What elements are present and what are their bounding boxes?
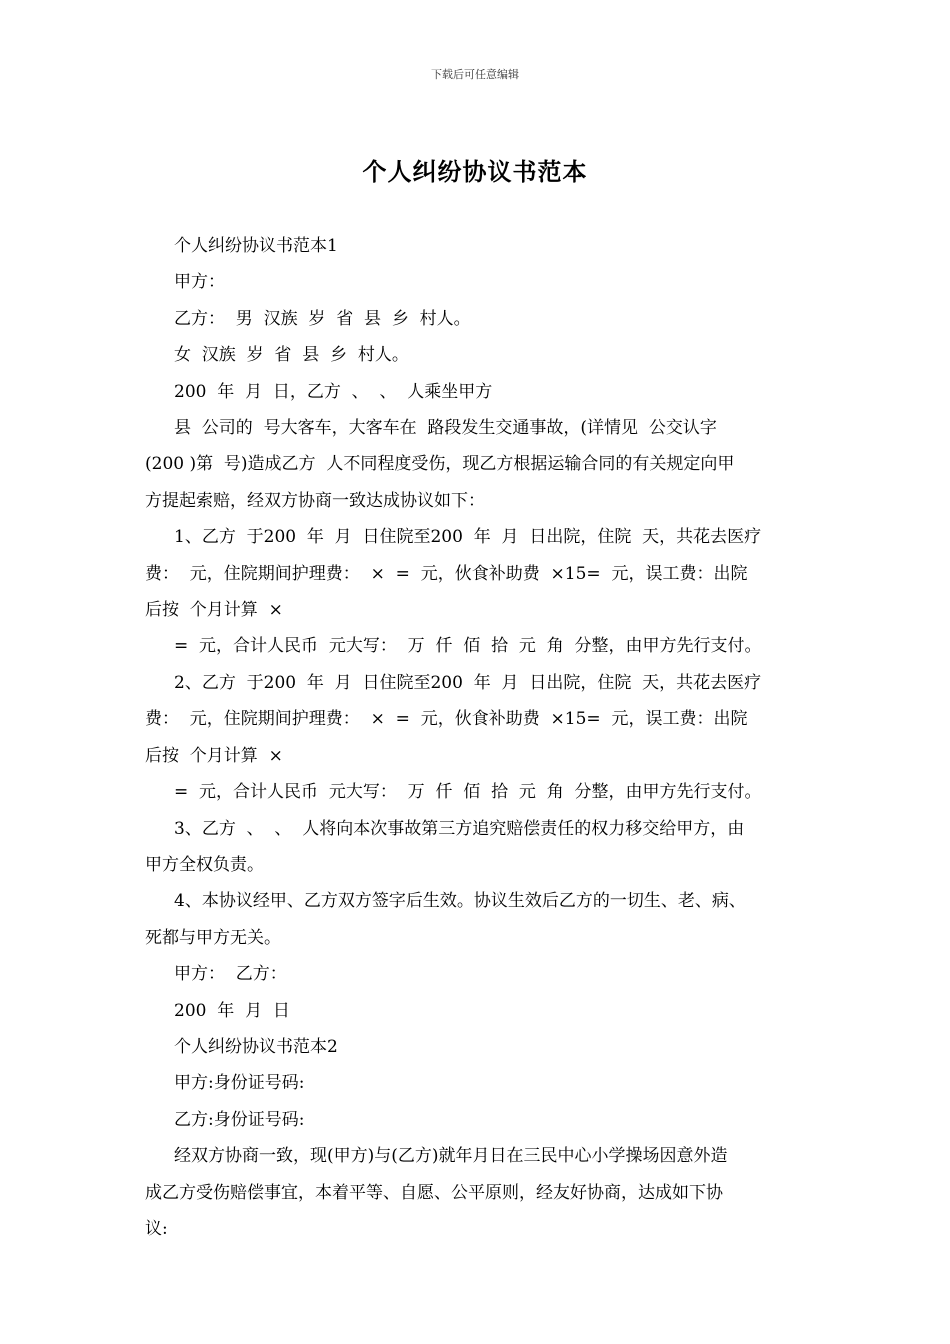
body-line: 死都与甲方无关。 [145, 927, 281, 948]
body-line: 4、本协议经甲、乙方双方签字后生效。协议生效后乙方的一切生、老、病、 [174, 891, 746, 912]
body-line: 议: [145, 1218, 168, 1239]
document-body [145, 228, 817, 1247]
body-line: 经双方协商一致，现(甲方)与(乙方)就年月日在三民中心小学操场因意外造 [174, 1146, 728, 1167]
body-line: 甲方全权负责。 [145, 854, 264, 875]
body-line: 个人纠纷协议书范本2 [174, 1036, 338, 1057]
body-line: 200 年 月 日 [174, 1000, 290, 1021]
body-line: 后按 个月计算 × [145, 600, 283, 621]
body-line: 方提起索赔，经双方协商一致达成协议如下： [145, 490, 485, 511]
body-line: 费： 元，住院期间护理费： × = 元，伙食补助费 ×15= 元，误工费：出院 [145, 563, 748, 584]
body-line: 成乙方受伤赔偿事宜，本着平等、自愿、公平原则，经友好协商，达成如下协 [145, 1182, 723, 1203]
body-line: 200 年 月 日，乙方 、 、 人乘坐甲方 [174, 381, 493, 402]
body-line: 1、乙方 于200 年 月 日住院至200 年 月 日出院，住院 天，共花去医疗 [174, 527, 762, 548]
body-line: 乙方： 男 汉族 岁 省 县 乡 村人。 [174, 308, 471, 329]
body-line: 2、乙方 于200 年 月 日住院至200 年 月 日出院，住院 天，共花去医疗 [174, 672, 762, 693]
body-line: 甲方： [174, 272, 225, 293]
body-line: 3、乙方 、 、 人将向本次事故第三方追究赔偿责任的权力移交给甲方，由 [174, 818, 745, 839]
body-line: 乙方:身份证号码: [174, 1109, 305, 1130]
body-line: = 元，合计人民币 元大写： 万 仟 佰 拾 元 角 分整，由甲方先行支付。 [174, 636, 762, 657]
body-line: 甲方： 乙方： [174, 964, 287, 985]
header-note: 下载后可任意编辑 [431, 68, 519, 81]
body-line: 甲方:身份证号码: [174, 1073, 305, 1094]
body-line: 女 汉族 岁 省 县 乡 村人。 [174, 345, 409, 366]
document-title: 个人纠纷协议书范本 [362, 157, 588, 186]
body-line: 个人纠纷协议书范本1 [174, 236, 338, 256]
body-line: 后按 个月计算 × [145, 745, 283, 766]
body-line: 县 公司的 号大客车，大客车在 路段发生交通事故，(详情见 公交认字 [174, 418, 717, 439]
body-line: (200 )第 号)造成乙方 人不同程度受伤，现乙方根据运输合同的有关规定向甲 [145, 454, 735, 475]
body-line: = 元，合计人民币 元大写： 万 仟 佰 拾 元 角 分整，由甲方先行支付。 [174, 782, 762, 803]
body-line: 费： 元，住院期间护理费： × = 元，伙食补助费 ×15= 元，误工费：出院 [145, 709, 748, 730]
